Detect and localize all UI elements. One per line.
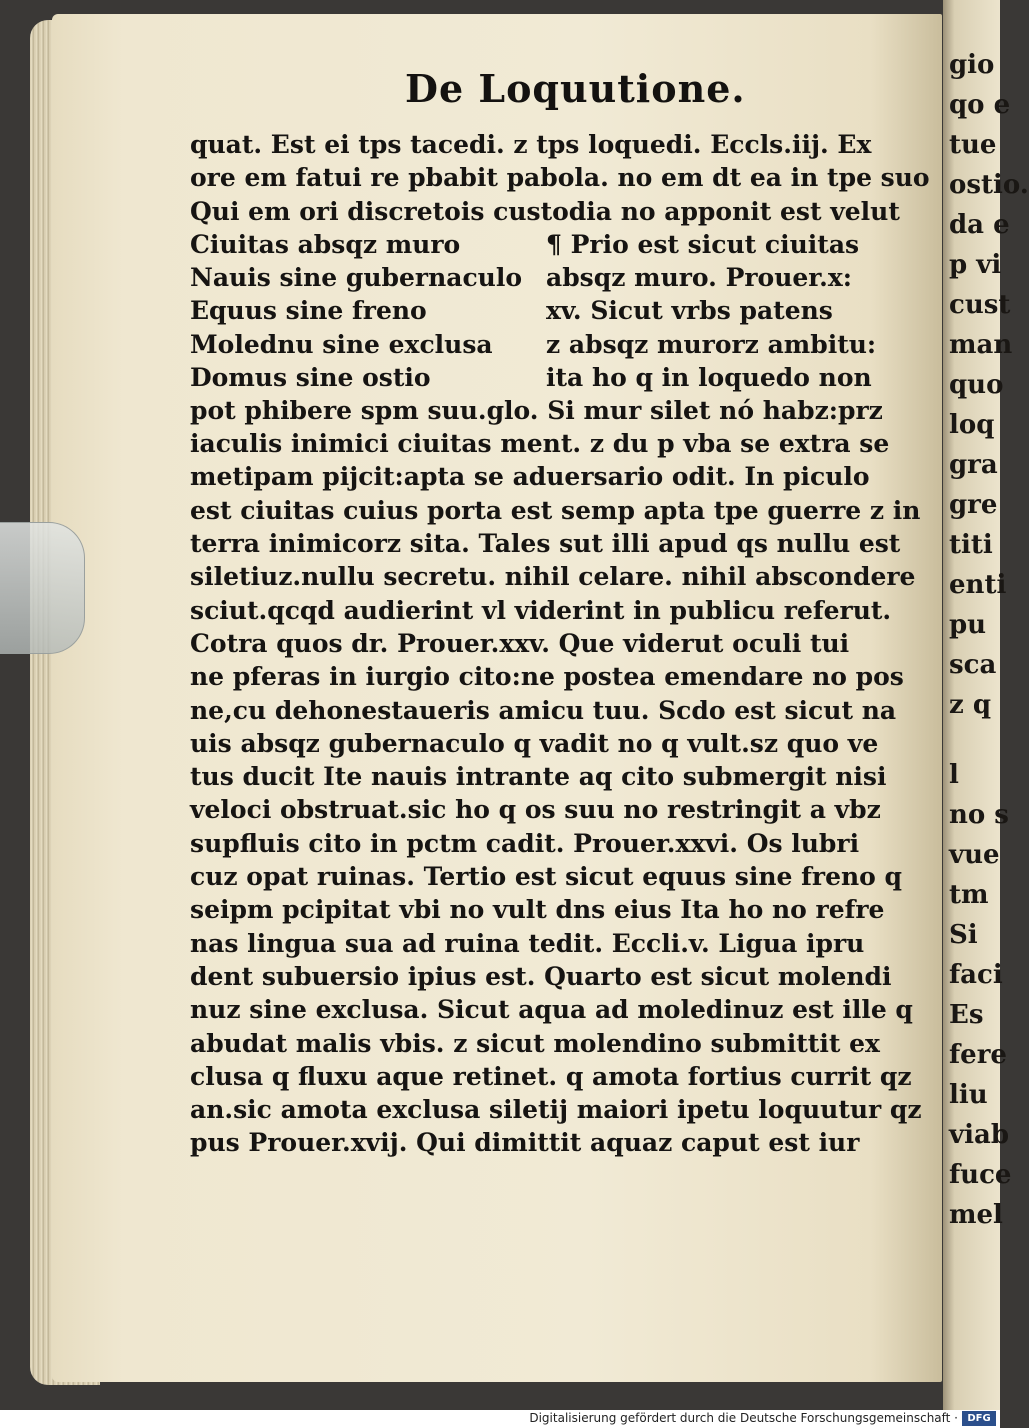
right-page-fragment: man [949, 330, 1013, 360]
text-line: nas lingua sua ad ruina tedit. Eccli.v. Ligua ipru [190, 928, 865, 958]
right-page-fragment: quo [949, 370, 1004, 400]
right-page-fragment: Es [949, 1000, 984, 1030]
list-item: Ciuitas absqz muro [190, 229, 461, 259]
text-line: veloci obstruat.sic ho q os suu no restringit a vbz [190, 795, 881, 825]
right-page-fragment: viab [949, 1120, 1010, 1150]
right-page-fragment: fuce [949, 1160, 1012, 1190]
text-line: absqz muro. Prouer.x: [546, 263, 853, 293]
text-line: z absqz murorz ambitu: [546, 329, 877, 359]
left-column-list [190, 228, 522, 394]
text-line: seipm pcipitat vbi no vult dns eius Ita ho no refre [190, 895, 885, 925]
text-line: an.sic amota exclusa siletij maiori ipetu loquutur qz [190, 1095, 922, 1125]
right-page-fragment: p vi [949, 250, 1002, 280]
text-line: terra inimicorz sita. Tales sut illi apud qs nullu est [190, 529, 901, 559]
list-item: Domus sine ostio [190, 363, 431, 393]
text-line: Cotra quos dr. Prouer.xxv. Que viderut oculi tui [190, 628, 850, 658]
right-page-fragment: Si [949, 920, 978, 950]
right-page-fragment: pu [949, 610, 987, 640]
text-line: xv. Sicut vrbs patens [546, 296, 833, 326]
right-page-fragment: vue [949, 840, 1000, 870]
running-header: De Loquutione. [405, 66, 746, 111]
text-line: Qui em ori discretois custodia no apponit est velut [190, 196, 900, 226]
right-page-fragment: tm [949, 880, 989, 910]
text-line: pus Prouer.xvij. Qui dimittit aquaz caput est iur [190, 1128, 860, 1158]
right-page-fragment: titi [949, 530, 993, 560]
text-line: metipam pijcit:apta se aduersario odit. In piculo [190, 462, 870, 492]
text-line: cuz opat ruinas. Tertio est sicut equus sine freno q [190, 862, 903, 892]
right-page-fragment: faci [949, 960, 1003, 990]
list-item: Nauis sine gubernaculo [190, 263, 523, 293]
right-page-fragment: mel [949, 1200, 1003, 1230]
right-page-fragment: gre [949, 490, 998, 520]
text-line: ¶ Prio est sicut ciuitas [546, 229, 860, 259]
right-page-fragment: da e [949, 210, 1010, 240]
text-line: clusa q fluxu aque retinet. q amota fortius currit qz [190, 1061, 912, 1091]
scanner-clip [0, 522, 85, 654]
text-line: sciut.qcqd audierint vl viderint in publicu referut. [190, 595, 892, 625]
right-page-fragment: cust [949, 290, 1011, 320]
footer-credit: Digitalisierung gefördert durch die Deutsche Forschungsgemeinschaft · [529, 1411, 958, 1425]
text-line: quat. Est ei tps tacedi. z tps loquedi. Eccls.iij. Ex [190, 130, 872, 159]
right-page-fragment: no s [949, 800, 1009, 830]
list-item: Equus sine freno [190, 296, 427, 326]
right-page-fragment: tue [949, 130, 997, 160]
list-item: Molednu sine exclusa [190, 329, 493, 359]
right-page-fragment: sca [949, 650, 997, 680]
text-line: pot phibere spm suu.glo. Si mur silet nó habz:prz [190, 395, 883, 425]
text-line: iaculis inimici ciuitas ment. z du p vba se extra se [190, 429, 890, 459]
right-page-fragment: loq [949, 410, 995, 440]
footer-bar [0, 1410, 1000, 1428]
text-line: ita ho q in loquedo non [546, 363, 872, 393]
right-page-fragment: gio [949, 50, 995, 80]
right-page-fragment: l [949, 760, 959, 790]
right-page-fragment: ostio. [949, 170, 1029, 200]
text-line: ne pferas in iurgio cito:ne postea emendare no pos [190, 662, 904, 692]
right-page-edge [943, 0, 1029, 1410]
right-page-fragment: gra [949, 450, 998, 480]
text-line: uis absqz gubernaculo q vadit no q vult.sz quo ve [190, 728, 879, 758]
right-column-text [546, 228, 876, 394]
body-paragraph [190, 394, 922, 1160]
right-page-fragment: liu [949, 1080, 988, 1110]
text-line: abudat malis vbis. z sicut molendino submittit ex [190, 1028, 880, 1058]
dfg-logo-icon: DFG [962, 1411, 996, 1426]
text-line: ore em fatui re pbabit pabola. no em dt ea in tpe suo [190, 163, 930, 193]
two-column-section [190, 228, 877, 394]
right-page-fragment: qo e [949, 90, 1011, 120]
text-line: est ciuitas cuius porta est semp apta tpe guerre z in [190, 495, 921, 525]
right-page-fragment: enti [949, 570, 1007, 600]
text-line: ne,cu dehonestaueris amicu tuu. Scdo est sicut na [190, 695, 897, 725]
text-line: tus ducit Ite nauis intrante aq cito submergit nisi [190, 762, 887, 792]
right-page-fragment: z q [949, 690, 991, 720]
text-line: siletiuz.nullu secretu. nihil celare. nihil abscondere [190, 562, 916, 592]
main-text [190, 128, 930, 1160]
text-line: nuz sine exclusa. Sicut aqua ad moledinuz est ille q [190, 995, 913, 1025]
right-page-fragment: fere [949, 1040, 1007, 1070]
text-line: supfluis cito in pctm cadit. Prouer.xxvi. Os lubri [190, 828, 860, 858]
text-line: dent subuersio ipius est. Quarto est sicut molendi [190, 961, 892, 991]
